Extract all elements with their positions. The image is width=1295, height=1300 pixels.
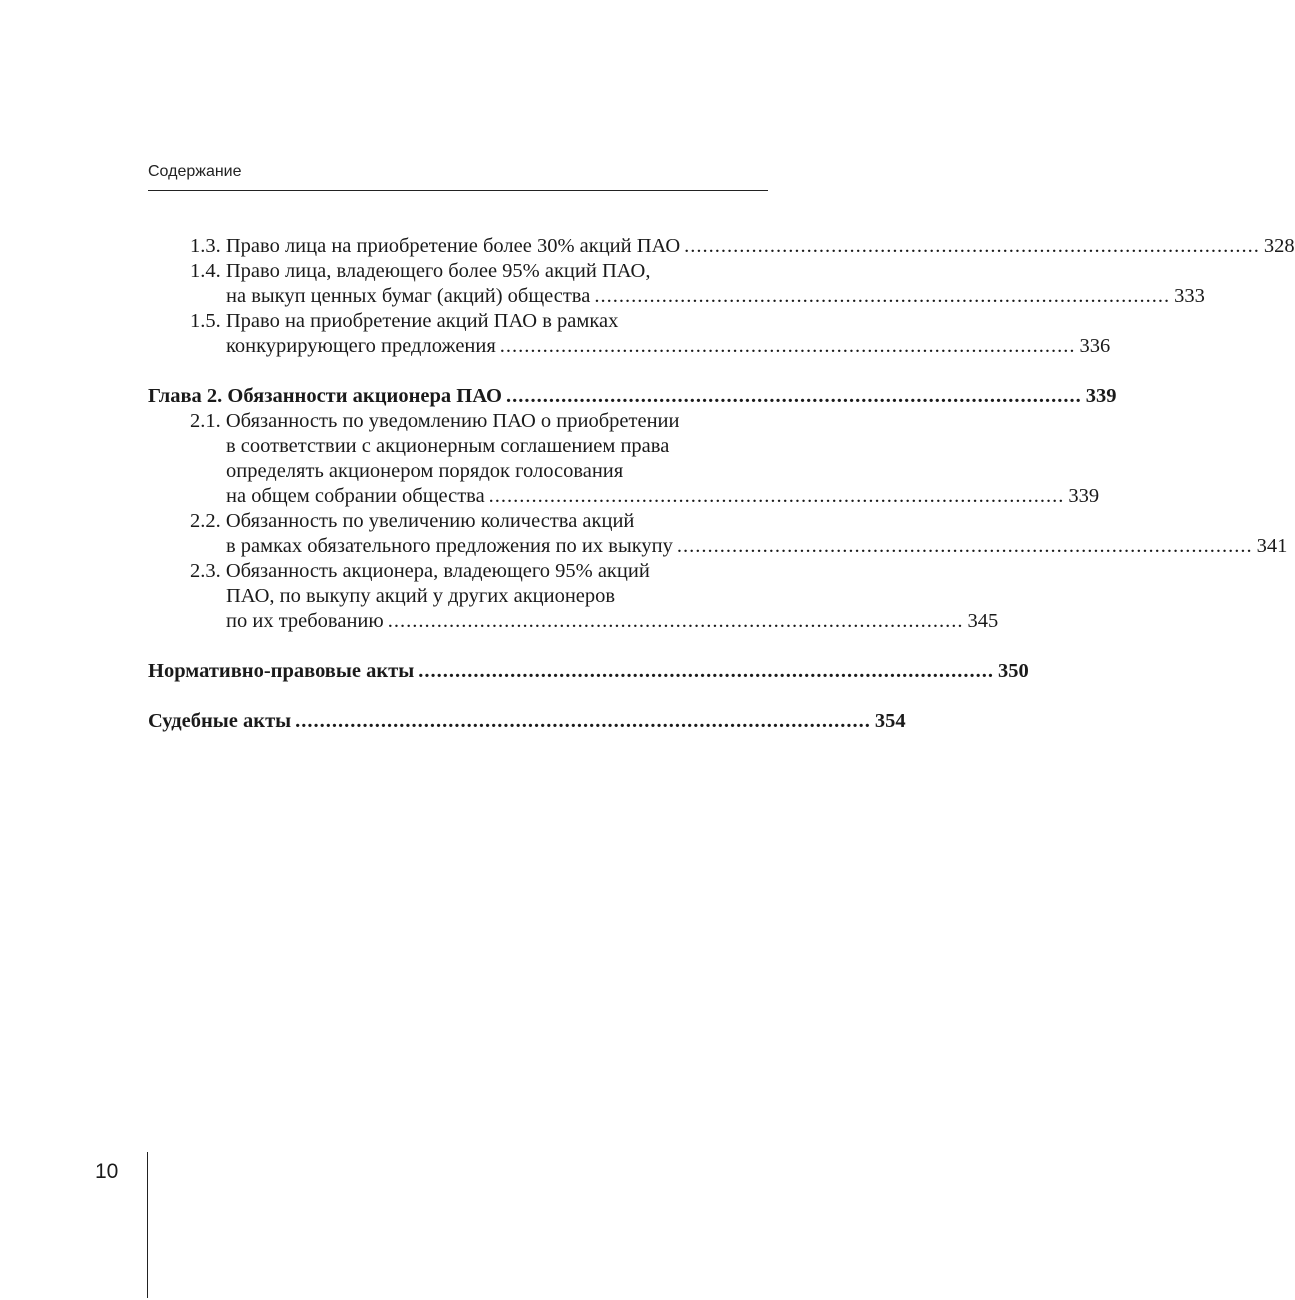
toc-entry-2-3-line2: ПАО, по выкупу акций у других акционеров	[226, 585, 616, 607]
folio-rule	[147, 1152, 148, 1298]
page-number: 10	[95, 1160, 119, 1183]
toc-entry-2-2-title[interactable]: 2.2. Обязанность по увеличению количества акций	[190, 510, 635, 532]
toc-page-number: 345	[967, 610, 999, 632]
toc-entry-2-2[interactable]	[148, 534, 1288, 559]
toc-entry-1-5[interactable]	[148, 334, 1111, 359]
dot-leader: ..............................................................................................	[594, 285, 1171, 307]
toc-entry-2-3[interactable]	[148, 609, 999, 634]
toc-page-number: 350	[998, 660, 1029, 682]
toc-entry-title: 1.3. Право лица на приобретение более 30% акций ПАО	[190, 235, 681, 257]
toc-entry-title: на общем собрании общества	[226, 485, 485, 507]
toc-entry-title: в рамках обязательного предложения по их выкупу	[226, 535, 673, 557]
toc-section-title: Судебные акты	[148, 710, 292, 732]
toc-entry-title: конкурирующего предложения	[226, 335, 496, 357]
toc-entry-1-5-title[interactable]: 1.5. Право на приобретение акций ПАО в рамках	[190, 310, 619, 332]
dot-leader: ..............................................................................................	[387, 610, 964, 632]
toc-page-number: 354	[874, 710, 906, 732]
spacer	[148, 684, 768, 709]
dot-leader: ..............................................................................................	[505, 385, 1082, 407]
toc-normative-acts[interactable]	[148, 659, 1029, 684]
toc-entry-title: на выкуп ценных бумаг (акций) общества	[226, 285, 591, 307]
toc-entry-title: по их требованию	[226, 610, 384, 632]
toc-chapter-2[interactable]	[148, 384, 1117, 409]
toc-entry-1-4[interactable]	[148, 284, 1205, 309]
running-head: Содержание	[148, 163, 242, 180]
toc-entry-1-3[interactable]	[148, 234, 1295, 259]
toc-entry-1-4-title[interactable]: 1.4. Право лица, владеющего более 95% акций ПАО,	[190, 260, 651, 282]
toc-court-acts[interactable]	[148, 709, 906, 734]
dot-leader: ..............................................................................................	[676, 535, 1253, 557]
dot-leader: ..............................................................................................	[499, 335, 1076, 357]
toc-chapter-title: Глава 2. Обязанности акционера ПАО	[148, 385, 502, 407]
toc-page-number: 339	[1085, 385, 1117, 407]
toc-entry-2-1[interactable]	[148, 484, 1100, 509]
dot-leader: ..............................................................................................	[295, 710, 871, 732]
toc-page-number: 341	[1256, 535, 1288, 557]
spacer	[148, 359, 768, 384]
toc-page-number: 333	[1174, 285, 1205, 307]
dot-leader: ..............................................................................................	[488, 485, 1065, 507]
toc-section-title: Нормативно-правовые акты	[148, 660, 415, 682]
toc-entry-2-1-title[interactable]: 2.1. Обязанность по уведомлению ПАО о приобретении	[190, 410, 680, 432]
toc-page-number: 339	[1068, 485, 1100, 507]
table-of-contents	[148, 234, 1295, 734]
header-rule	[148, 190, 768, 191]
dot-leader: ..............................................................................................	[418, 660, 994, 682]
toc-page-number: 336	[1079, 335, 1111, 357]
spacer	[148, 634, 768, 659]
toc-page-number: 328	[1263, 235, 1295, 257]
toc-entry-2-3-title[interactable]: 2.3. Обязанность акционера, владеющего 95% акций	[190, 560, 650, 582]
dot-leader: ..............................................................................................	[684, 235, 1260, 257]
toc-entry-2-1-line3: определять акционером порядок голосования	[226, 460, 624, 482]
toc-entry-2-1-line2: в соответствии с акционерным соглашением права	[226, 435, 670, 457]
